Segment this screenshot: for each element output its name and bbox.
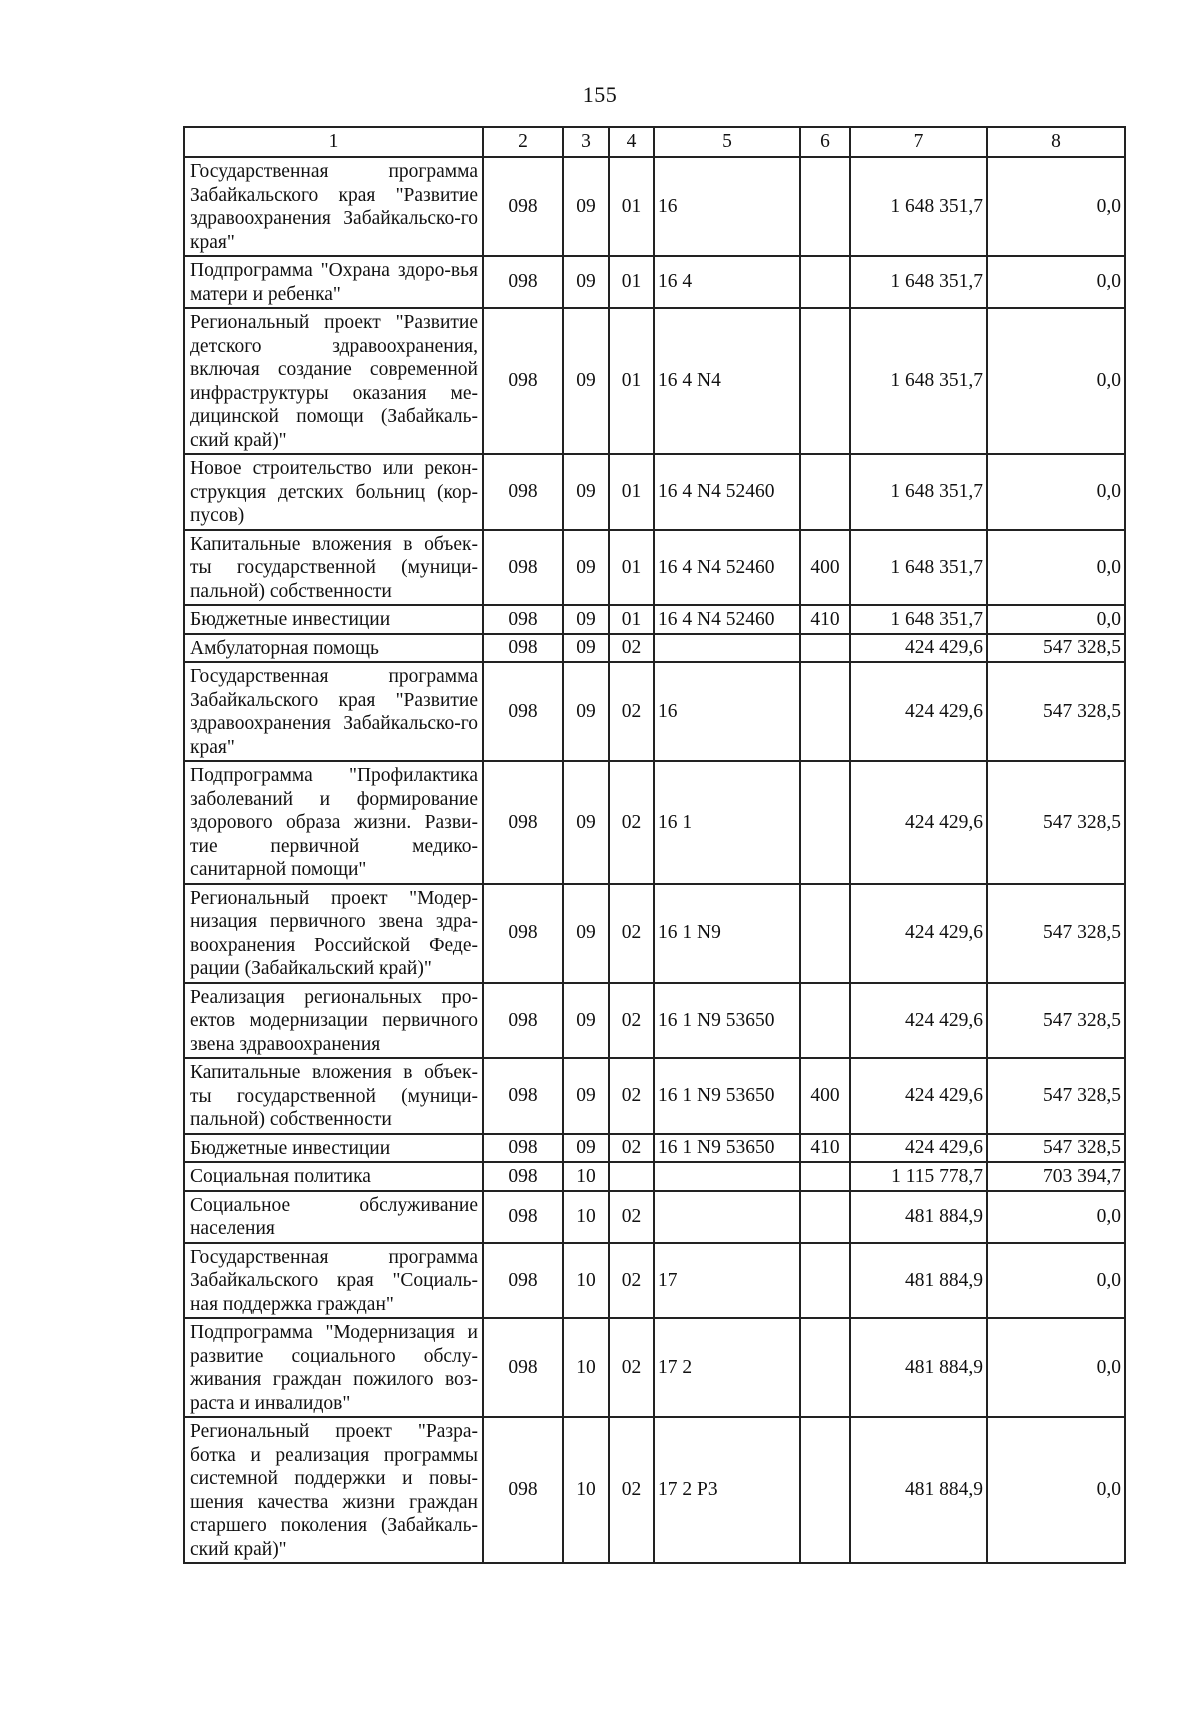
target-article-cell: 16 4 N4 [654, 308, 800, 454]
amount-cell-8: 0,0 [987, 530, 1125, 606]
target-article-cell: 16 4 N4 52460 [654, 530, 800, 606]
target-article-cell: 16 4 [654, 256, 800, 308]
amount-cell-7: 1 648 351,7 [850, 530, 987, 606]
table-row [184, 308, 1125, 454]
section-cell: 09 [563, 308, 609, 454]
code-cell: 098 [483, 530, 563, 606]
section-cell: 09 [563, 157, 609, 256]
amount-cell-7: 1 115 778,7 [850, 1162, 987, 1191]
amount-cell-7: 424 429,6 [850, 1058, 987, 1134]
target-article-cell: 17 [654, 1243, 800, 1319]
amount-cell-8: 0,0 [987, 1191, 1125, 1243]
amount-cell-7: 424 429,6 [850, 662, 987, 761]
row-name-cell: Государственная программа Забайкальского края "Социаль-ная поддержка граждан" [184, 1243, 483, 1319]
amount-cell-8: 0,0 [987, 1243, 1125, 1319]
expense-type-cell [800, 761, 850, 884]
amount-cell-8: 547 328,5 [987, 884, 1125, 983]
row-name-cell: Бюджетные инвестиции [184, 1134, 483, 1163]
amount-cell-8: 0,0 [987, 308, 1125, 454]
target-article-cell: 17 2 [654, 1318, 800, 1417]
subsection-cell [609, 1162, 654, 1191]
subsection-cell: 02 [609, 983, 654, 1059]
code-cell: 098 [483, 761, 563, 884]
expense-type-cell: 400 [800, 1058, 850, 1134]
row-name-cell: Капитальные вложения в объек-ты государственной (муници-пальной) собственности [184, 1058, 483, 1134]
section-cell: 09 [563, 454, 609, 530]
code-cell: 098 [483, 983, 563, 1059]
target-article-cell: 16 1 [654, 761, 800, 884]
target-article-cell [654, 634, 800, 663]
code-cell: 098 [483, 157, 563, 256]
amount-cell-8: 547 328,5 [987, 1134, 1125, 1163]
expense-type-cell: 410 [800, 605, 850, 634]
section-cell: 09 [563, 530, 609, 606]
expense-type-cell [800, 1243, 850, 1319]
code-cell: 098 [483, 1058, 563, 1134]
table-row [184, 1162, 1125, 1191]
section-cell: 10 [563, 1417, 609, 1563]
column-header: 5 [654, 127, 800, 157]
code-cell: 098 [483, 605, 563, 634]
row-name-cell: Региональный проект "Развитие детского здравоохранения, включая создание современной инфраструктуры оказания ме-дицинской помощи (Забайкаль-ский край)" [184, 308, 483, 454]
amount-cell-7: 481 884,9 [850, 1417, 987, 1563]
amount-cell-7: 424 429,6 [850, 761, 987, 884]
target-article-cell: 16 [654, 662, 800, 761]
column-header: 3 [563, 127, 609, 157]
expense-type-cell [800, 454, 850, 530]
row-name-cell: Новое строительство или рекон-струкция детских больниц (кор-пусов) [184, 454, 483, 530]
amount-cell-8: 0,0 [987, 454, 1125, 530]
subsection-cell: 01 [609, 530, 654, 606]
subsection-cell: 01 [609, 454, 654, 530]
subsection-cell: 02 [609, 884, 654, 983]
row-name-cell: Региональный проект "Модер-низация первичного звена здра-воохранения Российской Феде-рации (Забайкальский край)" [184, 884, 483, 983]
column-header: 1 [184, 127, 483, 157]
section-cell: 09 [563, 662, 609, 761]
amount-cell-8: 547 328,5 [987, 761, 1125, 884]
expense-type-cell [800, 662, 850, 761]
row-name-cell: Реализация региональных про-ектов модернизации первичного звена здравоохранения [184, 983, 483, 1059]
target-article-cell [654, 1162, 800, 1191]
subsection-cell: 02 [609, 662, 654, 761]
column-header: 8 [987, 127, 1125, 157]
amount-cell-7: 481 884,9 [850, 1191, 987, 1243]
column-header: 2 [483, 127, 563, 157]
subsection-cell: 01 [609, 157, 654, 256]
code-cell: 098 [483, 1417, 563, 1563]
target-article-cell: 16 4 N4 52460 [654, 605, 800, 634]
row-name-cell: Государственная программа Забайкальского края "Развитие здравоохранения Забайкальско-го края" [184, 662, 483, 761]
row-name-cell: Бюджетные инвестиции [184, 605, 483, 634]
expense-type-cell [800, 1318, 850, 1417]
subsection-cell: 02 [609, 634, 654, 663]
expense-type-cell [800, 983, 850, 1059]
table-row [184, 256, 1125, 308]
code-cell: 098 [483, 1318, 563, 1417]
section-cell: 09 [563, 634, 609, 663]
table-row [184, 605, 1125, 634]
amount-cell-8: 0,0 [987, 157, 1125, 256]
code-cell: 098 [483, 308, 563, 454]
amount-cell-7: 481 884,9 [850, 1318, 987, 1417]
row-name-cell: Подпрограмма "Модернизация и развитие социального обслу-живания граждан пожилого воз-раста и инвалидов" [184, 1318, 483, 1417]
column-header: 6 [800, 127, 850, 157]
table-row [184, 761, 1125, 884]
row-name-cell: Подпрограмма "Профилактика заболеваний и формирование здорового образа жизни. Разви-тие первичной медико-санитарной помощи" [184, 761, 483, 884]
target-article-cell: 16 1 N9 53650 [654, 1134, 800, 1163]
code-cell: 098 [483, 634, 563, 663]
table-row [184, 884, 1125, 983]
code-cell: 098 [483, 662, 563, 761]
section-cell: 10 [563, 1318, 609, 1417]
section-cell: 09 [563, 1134, 609, 1163]
table-row [184, 1191, 1125, 1243]
row-name-cell: Амбулаторная помощь [184, 634, 483, 663]
target-article-cell: 17 2 P3 [654, 1417, 800, 1563]
amount-cell-7: 424 429,6 [850, 983, 987, 1059]
amount-cell-7: 424 429,6 [850, 634, 987, 663]
expense-type-cell [800, 256, 850, 308]
subsection-cell: 02 [609, 761, 654, 884]
section-cell: 09 [563, 1058, 609, 1134]
table-row [184, 157, 1125, 256]
target-article-cell: 16 1 N9 53650 [654, 983, 800, 1059]
section-cell: 10 [563, 1243, 609, 1319]
code-cell: 098 [483, 1134, 563, 1163]
amount-cell-7: 424 429,6 [850, 884, 987, 983]
amount-cell-7: 424 429,6 [850, 1134, 987, 1163]
table-row [184, 662, 1125, 761]
amount-cell-7: 1 648 351,7 [850, 454, 987, 530]
subsection-cell: 02 [609, 1318, 654, 1417]
section-cell: 10 [563, 1191, 609, 1243]
section-cell: 09 [563, 761, 609, 884]
section-cell: 09 [563, 256, 609, 308]
page-number: 155 [582, 82, 618, 107]
subsection-cell: 01 [609, 256, 654, 308]
amount-cell-8: 547 328,5 [987, 662, 1125, 761]
table-row [184, 983, 1125, 1059]
row-name-cell: Капитальные вложения в объек-ты государственной (муници-пальной) собственности [184, 530, 483, 606]
row-name-cell: Региональный проект "Разра-ботка и реализация программы системной поддержки и повы-шения качества жизни граждан старшего поколения (Забайкаль-ский край)" [184, 1417, 483, 1563]
section-cell: 09 [563, 605, 609, 634]
amount-cell-8: 547 328,5 [987, 1058, 1125, 1134]
code-cell: 098 [483, 1191, 563, 1243]
row-name-cell: Государственная программа Забайкальского края "Развитие здравоохранения Забайкальско-го края" [184, 157, 483, 256]
row-name-cell: Социальное обслуживание населения [184, 1191, 483, 1243]
table-row [184, 1318, 1125, 1417]
target-article-cell: 16 1 N9 53650 [654, 1058, 800, 1134]
amount-cell-8: 547 328,5 [987, 983, 1125, 1059]
target-article-cell [654, 1191, 800, 1243]
section-cell: 09 [563, 983, 609, 1059]
expense-type-cell [800, 1417, 850, 1563]
column-header: 4 [609, 127, 654, 157]
subsection-cell: 02 [609, 1243, 654, 1319]
subsection-cell: 01 [609, 308, 654, 454]
subsection-cell: 02 [609, 1134, 654, 1163]
row-name-cell: Подпрограмма "Охрана здоро-вья матери и ребенка" [184, 256, 483, 308]
section-cell: 10 [563, 1162, 609, 1191]
table-row [184, 530, 1125, 606]
expense-type-cell [800, 1162, 850, 1191]
amount-cell-7: 1 648 351,7 [850, 157, 987, 256]
row-name-cell: Социальная политика [184, 1162, 483, 1191]
expense-type-cell: 410 [800, 1134, 850, 1163]
target-article-cell: 16 [654, 157, 800, 256]
expense-type-cell [800, 884, 850, 983]
amount-cell-7: 481 884,9 [850, 1243, 987, 1319]
code-cell: 098 [483, 884, 563, 983]
amount-cell-8: 0,0 [987, 605, 1125, 634]
table-header-row [184, 127, 1125, 157]
target-article-cell: 16 1 N9 [654, 884, 800, 983]
code-cell: 098 [483, 1162, 563, 1191]
code-cell: 098 [483, 256, 563, 308]
table-row [184, 1243, 1125, 1319]
code-cell: 098 [483, 1243, 563, 1319]
expense-type-cell: 400 [800, 530, 850, 606]
expense-type-cell [800, 1191, 850, 1243]
expense-type-cell [800, 157, 850, 256]
subsection-cell: 02 [609, 1417, 654, 1563]
table-row [184, 1134, 1125, 1163]
table-row [184, 634, 1125, 663]
amount-cell-8: 703 394,7 [987, 1162, 1125, 1191]
table-row [184, 454, 1125, 530]
amount-cell-7: 1 648 351,7 [850, 605, 987, 634]
expense-type-cell [800, 308, 850, 454]
column-header: 7 [850, 127, 987, 157]
amount-cell-7: 1 648 351,7 [850, 256, 987, 308]
expense-type-cell [800, 634, 850, 663]
subsection-cell: 02 [609, 1058, 654, 1134]
code-cell: 098 [483, 454, 563, 530]
table-row [184, 1058, 1125, 1134]
section-cell: 09 [563, 884, 609, 983]
target-article-cell: 16 4 N4 52460 [654, 454, 800, 530]
table-row [184, 1417, 1125, 1563]
amount-cell-8: 0,0 [987, 1318, 1125, 1417]
budget-table [183, 126, 1126, 1564]
amount-cell-7: 1 648 351,7 [850, 308, 987, 454]
subsection-cell: 01 [609, 605, 654, 634]
subsection-cell: 02 [609, 1191, 654, 1243]
amount-cell-8: 0,0 [987, 256, 1125, 308]
amount-cell-8: 0,0 [987, 1417, 1125, 1563]
amount-cell-8: 547 328,5 [987, 634, 1125, 663]
